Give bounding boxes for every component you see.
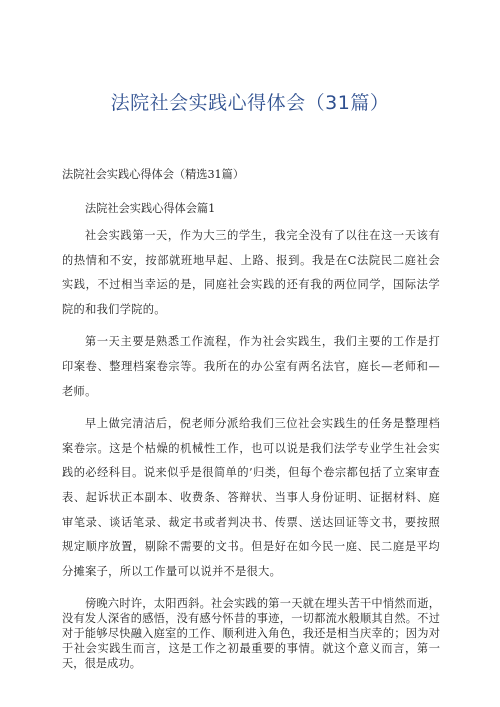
paragraph-4: 傍晚六时许，太阳西斜。社会实践的第一天就在埋头苦干中悄然而逝，没有发人深省的感悟，没有感兮怀昔的事迹，一切都流水般顺其自然。不过对于能够尽快融入庭室的工作、顺利进入角色，我还是相当庆幸的；因为对于社会实践生而言，这是工作之初最重要的事情。就这个意义而言，第一天，很是成功。 [62, 597, 440, 671]
paragraph-1: 社会实践第一天，作为大三的学生，我完全没有了以往在这一天该有的热情和不安，按部就班地早起、上路、报到。我是在C法院民二庭社会实践，不过相当幸运的是，同庭社会实践的还有我的两位同学，国际法学院的和我们学院的。 [62, 229, 440, 316]
section-heading: 法院社会实践心得体会篇1 [85, 202, 216, 215]
paragraph-2: 第一天主要是熟悉工作流程，作为社会实践生，我们主要的工作是打印案卷、整理档案卷宗等。我所在的办公室有两名法官，庭长—老师和—老师。 [62, 335, 440, 398]
paragraph-3: 早上做完清洁后，倪老师分派给我们三位社会实践生的任务是整理档案卷宗。这是个枯燥的机械性工作，也可以说是我们法学专业学生社会实践的必经科目。说来似乎是很简单的’归类，但每个卷宗都包括了立案审查表、起诉状正本副本、收费条、答辩状、当事人身份证明、证据材料、庭审笔录、谈话笔录、裁定书或者判决书、传票、送达回证等文书，要按照规定顺序放置，剔除不需要的文书。但是好在如今民一庭、民二庭是平均分摊案子，所以工作量可以说并不是很大。 [62, 417, 440, 578]
document-body [62, 164, 440, 679]
document-subtitle: 法院社会实践心得体会（精选31篇） [62, 168, 245, 181]
document-title: 法院社会实践心得体会（31篇） [110, 92, 390, 114]
